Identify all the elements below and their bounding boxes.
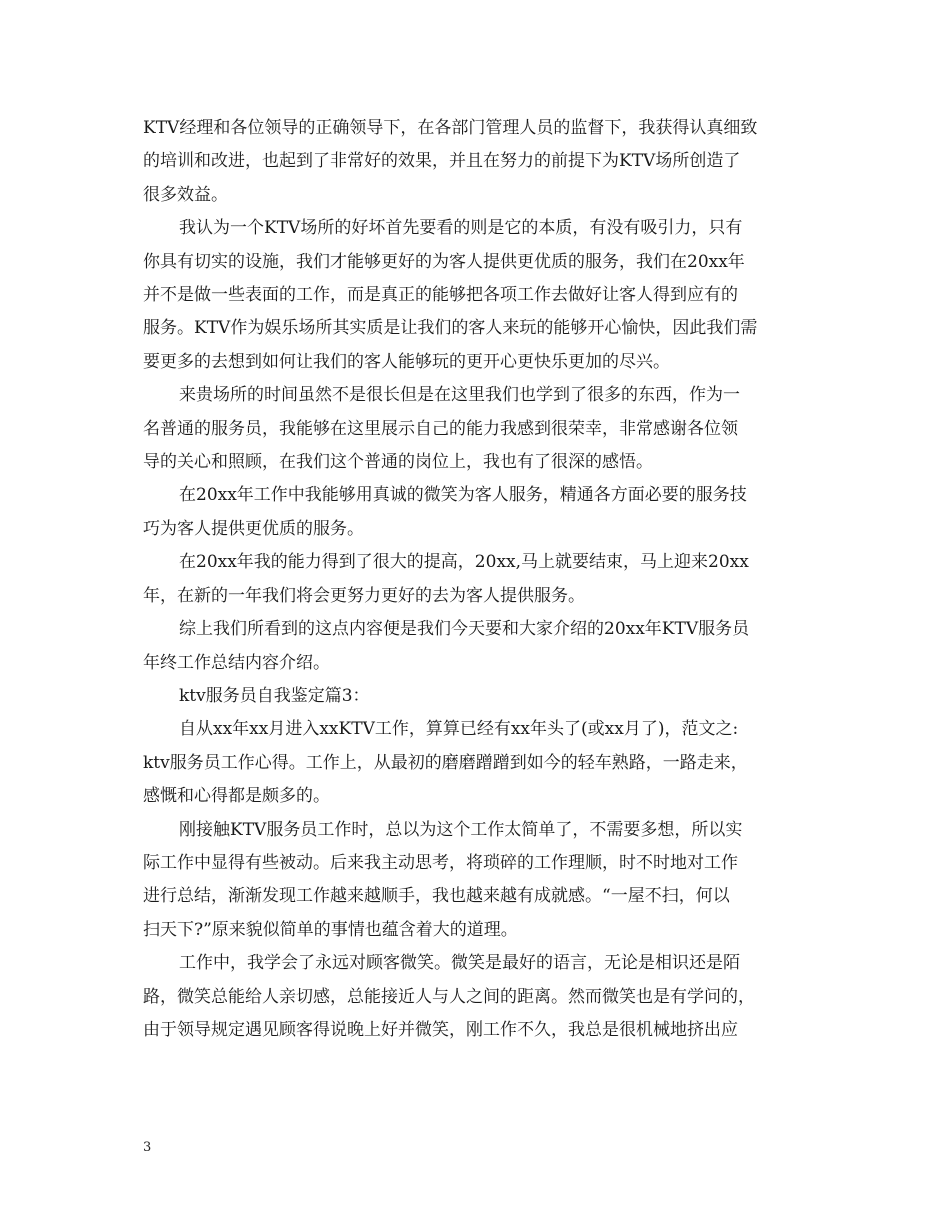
- text-line: 很多效益。: [143, 184, 228, 205]
- text-paragraph-line: [143, 647, 815, 680]
- text-line: 感慨和心得都是颇多的。: [143, 786, 330, 807]
- text-line: 服务。KTV作为娱乐场所其实质是让我们的客人来玩的能够开心愉快，因此我们需: [143, 318, 758, 339]
- text-paragraph-line: [143, 981, 815, 1014]
- text-line: 我认为一个KTV场所的好坏首先要看的则是它的本质，有没有吸引力，只有: [179, 218, 743, 239]
- text-paragraph-line: [143, 279, 815, 312]
- text-paragraph-line: [143, 379, 815, 412]
- text-paragraph-line: [143, 446, 815, 479]
- text-paragraph-line: [143, 312, 815, 345]
- text-line: 路，微笑总能给人亲切感，总能接近人与人之间的距离。然而微笑也是有学问的，: [143, 986, 755, 1007]
- text-line: 你具有切实的设施，我们才能够更好的为客人提供更优质的服务，我们在20xx年: [143, 251, 745, 272]
- text-line: 年终工作总结内容介绍。: [143, 652, 330, 673]
- text-line: ktv服务员工作心得。工作上，从最初的磨磨蹭蹭到如今的轻车熟路，一路走来，: [143, 752, 748, 773]
- text-line: KTV经理和各位领导的正确领导下，在各部门管理人员的监督下，我获得认真细致: [143, 118, 758, 138]
- text-paragraph-line: [143, 780, 815, 813]
- text-line: 进行总结，渐渐发现工作越来越顺手，我也越来越有成就感。“一屋不扫，何以: [143, 886, 730, 907]
- text-line: 的培训和改进，也起到了非常好的效果，并且在努力的前提下为KTV场所创造了: [143, 151, 741, 172]
- text-line: 综上我们所看到的这点内容便是我们今天要和大家介绍的20xx年KTV服务员: [179, 619, 750, 640]
- text-line: 并不是做一些表面的工作，而是真正的能够把各项工作去做好让客人得到应有的: [143, 285, 738, 306]
- text-paragraph-line: [143, 112, 815, 145]
- text-paragraph-line: [143, 145, 815, 178]
- text-paragraph-line: [143, 1014, 815, 1047]
- text-paragraph-line: [143, 680, 815, 713]
- text-paragraph-line: [143, 546, 815, 579]
- text-line: 在20xx年我的能力得到了很大的提高，20xx,马上就要结束，马上迎来20xx: [179, 552, 749, 573]
- text-paragraph-line: [143, 947, 815, 980]
- text-line: 工作中，我学会了永远对顾客微笑。微笑是最好的语言，无论是相识还是陌: [179, 953, 740, 974]
- text-paragraph-line: [143, 713, 815, 746]
- text-paragraph-line: [143, 513, 815, 546]
- text-paragraph-line: [143, 613, 815, 646]
- text-paragraph-line: [143, 346, 815, 379]
- text-paragraph-line: [143, 880, 815, 913]
- text-paragraph-line: [143, 847, 815, 880]
- text-line: 在20xx年工作中我能够用真诚的微笑为客人服务，精通各方面必要的服务技: [179, 485, 747, 506]
- text-line: 导的关心和照顾，在我们这个普通的岗位上，我也有了很深的感悟。: [143, 452, 653, 473]
- text-line: 名普通的服务员，我能够在这里展示自己的能力我感到很荣幸，非常感谢各位领: [143, 418, 738, 439]
- text-paragraph-line: [143, 914, 815, 947]
- page-number: 3: [143, 1140, 152, 1155]
- text-line: 巧为客人提供更优质的服务。: [143, 518, 364, 539]
- text-paragraph-line: [143, 479, 815, 512]
- text-line: ktv服务员自我鉴定篇3：: [179, 685, 370, 706]
- text-line: 要更多的去想到如何让我们的客人能够玩的更开心更快乐更加的尽兴。: [143, 351, 670, 372]
- text-line: 自从xx年xx月进入xxKTV工作，算算已经有xx年头了(或xx月了)，范文之:: [179, 719, 739, 740]
- text-line: 由于领导规定遇见顾客得说晚上好并微笑，刚工作不久，我总是很机械地挤出应: [143, 1019, 738, 1040]
- text-paragraph-line: [143, 747, 815, 780]
- text-paragraph-line: [143, 413, 815, 446]
- text-line: 刚接触KTV服务员工作时，总以为这个工作太简单了，不需要多想，所以实: [179, 819, 743, 840]
- text-paragraph-line: [143, 580, 815, 613]
- text-line: 来贵场所的时间虽然不是很长但是在这里我们也学到了很多的东西，作为一: [179, 385, 740, 406]
- text-line: 年，在新的一年我们将会更努力更好的去为客人提供服务。: [143, 585, 585, 606]
- text-line: 际工作中显得有些被动。后来我主动思考，将琐碎的工作理顺，时不时地对工作: [143, 852, 738, 873]
- document-body: [143, 112, 815, 1047]
- text-line: 扫天下?”原来貌似简单的事情也蕴含着大的道理。: [143, 919, 518, 940]
- text-paragraph-line: [143, 212, 815, 245]
- text-paragraph-line: [143, 246, 815, 279]
- text-paragraph-line: [143, 814, 815, 847]
- text-paragraph-line: [143, 179, 815, 212]
